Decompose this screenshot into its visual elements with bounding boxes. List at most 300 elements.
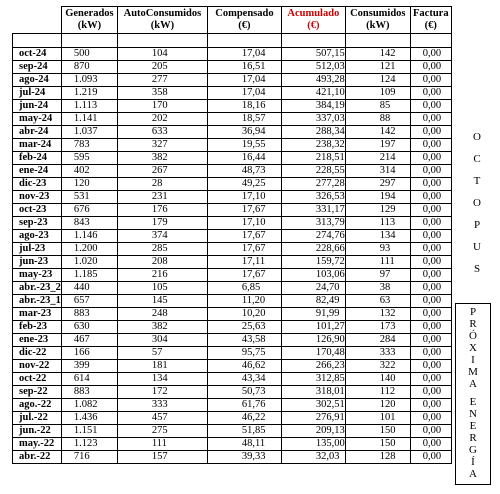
header-row <box>13 7 452 34</box>
proxima-energia-side-label <box>455 303 491 485</box>
cell-factura: 0,00 <box>410 295 451 308</box>
cell-acumulado: 312,85 <box>281 373 345 386</box>
cell-compensado: 46,22 <box>207 412 281 425</box>
cell-acumulado: 421,10 <box>281 87 345 100</box>
cell-compensado: 36,94 <box>207 126 281 139</box>
cell-period: mar-23 <box>13 308 62 321</box>
cell-period: ene-23 <box>13 334 62 347</box>
cell-generados: 1.082 <box>61 399 117 412</box>
cell-acumulado: 331,17 <box>281 204 345 217</box>
cell-acumulado: 24,70 <box>281 282 345 295</box>
cell-factura: 0,00 <box>410 113 451 126</box>
cell-acumulado: 82,49 <box>281 295 345 308</box>
header-consumidos <box>345 7 410 34</box>
cell-period: may-23 <box>13 269 62 282</box>
cell-autoconsumidos: 633 <box>117 126 207 139</box>
cell-compensado: 10,20 <box>207 308 281 321</box>
header-unit: (kW) <box>77 20 102 31</box>
cell-compensado: 16,44 <box>207 152 281 165</box>
cell-autoconsumidos: 205 <box>117 61 207 74</box>
cell-compensado: 49,25 <box>207 178 281 191</box>
cell-acumulado: 103,06 <box>281 269 345 282</box>
cell-factura: 0,00 <box>410 412 451 425</box>
cell-autoconsumidos: 202 <box>117 113 207 126</box>
cell-compensado: 16,51 <box>207 61 281 74</box>
cell-acumulado: 507,15 <box>281 48 345 61</box>
blank-cell <box>13 34 62 48</box>
cell-generados: 630 <box>61 321 117 334</box>
cell-compensado: 95,75 <box>207 347 281 360</box>
cell-autoconsumidos: 248 <box>117 308 207 321</box>
cell-compensado: 43,58 <box>207 334 281 347</box>
side-letter: S <box>473 263 481 275</box>
cell-consumidos: 129 <box>345 204 410 217</box>
table-row <box>13 334 452 347</box>
cell-autoconsumidos: 134 <box>117 373 207 386</box>
header-autoconsumidos <box>117 7 207 34</box>
header-compensado <box>207 7 281 34</box>
table-row <box>13 438 452 451</box>
cell-autoconsumidos: 267 <box>117 165 207 178</box>
cell-autoconsumidos: 57 <box>117 347 207 360</box>
cell-factura: 0,00 <box>410 321 451 334</box>
cell-compensado: 18,57 <box>207 113 281 126</box>
cell-factura: 0,00 <box>410 360 451 373</box>
cell-period: jun.-22 <box>13 425 62 438</box>
cell-consumidos: 85 <box>345 100 410 113</box>
cell-consumidos: 88 <box>345 113 410 126</box>
table-row <box>13 399 452 412</box>
blank-cell <box>281 34 345 48</box>
cell-generados: 120 <box>61 178 117 191</box>
cell-factura: 0,00 <box>410 269 451 282</box>
cell-autoconsumidos: 304 <box>117 334 207 347</box>
side-letter: Ó <box>469 330 477 342</box>
cell-generados: 676 <box>61 204 117 217</box>
side-letter: G <box>469 444 477 456</box>
cell-acumulado: 288,34 <box>281 126 345 139</box>
table-row <box>13 48 452 61</box>
cell-period: feb-24 <box>13 152 62 165</box>
cell-acumulado: 326,53 <box>281 191 345 204</box>
cell-acumulado: 209,13 <box>281 425 345 438</box>
cell-generados: 1.200 <box>61 243 117 256</box>
cell-consumidos: 101 <box>345 412 410 425</box>
cell-period: jul-23 <box>13 243 62 256</box>
header-label: Acumulado <box>287 8 340 19</box>
cell-compensado: 48,11 <box>207 438 281 451</box>
cell-compensado: 43,34 <box>207 373 281 386</box>
cell-generados: 1.219 <box>61 87 117 100</box>
cell-factura: 0,00 <box>410 100 451 113</box>
cell-consumidos: 333 <box>345 347 410 360</box>
cell-compensado: 17,04 <box>207 48 281 61</box>
blank-row <box>13 34 452 48</box>
cell-generados: 1.020 <box>61 256 117 269</box>
cell-period: jun-23 <box>13 256 62 269</box>
side-letter: E <box>469 420 477 432</box>
cell-autoconsumidos: 216 <box>117 269 207 282</box>
side-letter: A <box>469 468 477 480</box>
cell-period: may-24 <box>13 113 62 126</box>
cell-generados: 1.151 <box>61 425 117 438</box>
table-row <box>13 178 452 191</box>
cell-acumulado: 135,00 <box>281 438 345 451</box>
cell-acumulado: 159,72 <box>281 256 345 269</box>
table-row <box>13 152 452 165</box>
blank-cell <box>117 34 207 48</box>
cell-generados: 1.141 <box>61 113 117 126</box>
table-row <box>13 126 452 139</box>
cell-autoconsumidos: 208 <box>117 256 207 269</box>
cell-consumidos: 111 <box>345 256 410 269</box>
cell-factura: 0,00 <box>410 87 451 100</box>
cell-autoconsumidos: 277 <box>117 74 207 87</box>
blank-cell <box>345 34 410 48</box>
cell-compensado: 17,10 <box>207 217 281 230</box>
cell-factura: 0,00 <box>410 373 451 386</box>
cell-generados: 1.146 <box>61 230 117 243</box>
table-row <box>13 87 452 100</box>
table-row <box>13 230 452 243</box>
cell-autoconsumidos: 382 <box>117 152 207 165</box>
side-letter: C <box>473 153 481 165</box>
header-acumulado <box>281 7 345 34</box>
cell-factura: 0,00 <box>410 126 451 139</box>
cell-consumidos: 132 <box>345 308 410 321</box>
header-unit: (€) <box>307 20 320 31</box>
cell-compensado: 50,73 <box>207 386 281 399</box>
blank-cell <box>410 34 451 48</box>
blank-cell <box>207 34 281 48</box>
side-letter: R <box>469 318 477 330</box>
cell-consumidos: 214 <box>345 152 410 165</box>
cell-period: nov-23 <box>13 191 62 204</box>
side-letter: P <box>473 219 481 231</box>
cell-autoconsumidos: 358 <box>117 87 207 100</box>
cell-generados: 883 <box>61 386 117 399</box>
cell-factura: 0,00 <box>410 165 451 178</box>
cell-compensado: 61,76 <box>207 399 281 412</box>
side-letter: E <box>469 396 477 408</box>
cell-consumidos: 128 <box>345 451 410 464</box>
cell-consumidos: 314 <box>345 165 410 178</box>
cell-autoconsumidos: 145 <box>117 295 207 308</box>
cell-period: mar-24 <box>13 139 62 152</box>
table-row <box>13 256 452 269</box>
cell-factura: 0,00 <box>410 48 451 61</box>
table-row <box>13 204 452 217</box>
cell-factura: 0,00 <box>410 256 451 269</box>
cell-factura: 0,00 <box>410 230 451 243</box>
header-unit: (€) <box>238 20 251 31</box>
cell-generados: 500 <box>61 48 117 61</box>
cell-autoconsumidos: 157 <box>117 451 207 464</box>
cell-factura: 0,00 <box>410 217 451 230</box>
octopus-side-label <box>462 131 492 301</box>
cell-generados: 1.123 <box>61 438 117 451</box>
cell-generados: 1.113 <box>61 100 117 113</box>
cell-period: abr-24 <box>13 126 62 139</box>
cell-autoconsumidos: 333 <box>117 399 207 412</box>
cell-period: oct-24 <box>13 48 62 61</box>
table-row <box>13 165 452 178</box>
cell-period: oct-22 <box>13 373 62 386</box>
cell-compensado: 19,55 <box>207 139 281 152</box>
cell-autoconsumidos: 104 <box>117 48 207 61</box>
cell-acumulado: 276,91 <box>281 412 345 425</box>
cell-acumulado: 218,51 <box>281 152 345 165</box>
table-row <box>13 74 452 87</box>
table-row <box>13 100 452 113</box>
cell-factura: 0,00 <box>410 451 451 464</box>
cell-generados: 1.093 <box>61 74 117 87</box>
cell-consumidos: 112 <box>345 386 410 399</box>
cell-compensado: 48,73 <box>207 165 281 178</box>
cell-generados: 1.037 <box>61 126 117 139</box>
cell-consumidos: 97 <box>345 269 410 282</box>
table-row <box>13 269 452 282</box>
side-letter: U <box>473 241 481 253</box>
cell-acumulado: 274,76 <box>281 230 345 243</box>
table-row <box>13 282 452 295</box>
cell-autoconsumidos: 176 <box>117 204 207 217</box>
cell-factura: 0,00 <box>410 399 451 412</box>
header-label: Compensado <box>215 8 274 19</box>
cell-consumidos: 297 <box>345 178 410 191</box>
cell-acumulado: 238,32 <box>281 139 345 152</box>
cell-period: abr.-23_2 <box>13 282 62 295</box>
cell-consumidos: 63 <box>345 295 410 308</box>
cell-consumidos: 134 <box>345 230 410 243</box>
cell-generados: 402 <box>61 165 117 178</box>
cell-generados: 399 <box>61 360 117 373</box>
cell-period: nov-22 <box>13 360 62 373</box>
cell-compensado: 25,63 <box>207 321 281 334</box>
cell-factura: 0,00 <box>410 438 451 451</box>
cell-factura: 0,00 <box>410 191 451 204</box>
cell-acumulado: 384,19 <box>281 100 345 113</box>
blank-cell <box>61 34 117 48</box>
header-factura <box>410 7 451 34</box>
header-generados <box>61 7 117 34</box>
cell-acumulado: 512,03 <box>281 61 345 74</box>
cell-generados: 870 <box>61 61 117 74</box>
cell-autoconsumidos: 170 <box>117 100 207 113</box>
cell-period: sep-22 <box>13 386 62 399</box>
cell-acumulado: 228,55 <box>281 165 345 178</box>
table-row <box>13 451 452 464</box>
header-label: Factura <box>413 8 449 19</box>
cell-autoconsumidos: 172 <box>117 386 207 399</box>
cell-consumidos: 194 <box>345 191 410 204</box>
cell-autoconsumidos: 179 <box>117 217 207 230</box>
cell-factura: 0,00 <box>410 152 451 165</box>
header-label: Generados <box>65 8 114 19</box>
cell-factura: 0,00 <box>410 308 451 321</box>
cell-acumulado: 318,01 <box>281 386 345 399</box>
table-row <box>13 360 452 373</box>
cell-consumidos: 109 <box>345 87 410 100</box>
cell-factura: 0,00 <box>410 334 451 347</box>
header-unit: (€) <box>424 20 437 31</box>
cell-factura: 0,00 <box>410 282 451 295</box>
cell-generados: 1.436 <box>61 412 117 425</box>
header-unit: (kW) <box>150 20 175 31</box>
side-letter: R <box>469 432 477 444</box>
cell-compensado: 17,04 <box>207 74 281 87</box>
side-letter: A <box>469 378 477 390</box>
table-row <box>13 347 452 360</box>
cell-period: ago-23 <box>13 230 62 243</box>
cell-acumulado: 277,28 <box>281 178 345 191</box>
cell-generados: 716 <box>61 451 117 464</box>
cell-autoconsumidos: 374 <box>117 230 207 243</box>
cell-generados: 783 <box>61 139 117 152</box>
cell-period: ago.-22 <box>13 399 62 412</box>
table-row <box>13 113 452 126</box>
table-row <box>13 243 452 256</box>
cell-autoconsumidos: 111 <box>117 438 207 451</box>
cell-generados: 166 <box>61 347 117 360</box>
table-row <box>13 321 452 334</box>
cell-acumulado: 126,90 <box>281 334 345 347</box>
cell-consumidos: 124 <box>345 74 410 87</box>
cell-autoconsumidos: 28 <box>117 178 207 191</box>
cell-period: oct-23 <box>13 204 62 217</box>
cell-generados: 531 <box>61 191 117 204</box>
cell-period: feb-23 <box>13 321 62 334</box>
table-row <box>13 308 452 321</box>
cell-consumidos: 150 <box>345 425 410 438</box>
cell-acumulado: 302,51 <box>281 399 345 412</box>
cell-autoconsumidos: 457 <box>117 412 207 425</box>
cell-period: dic-22 <box>13 347 62 360</box>
side-letter: P <box>469 306 477 318</box>
cell-acumulado: 313,79 <box>281 217 345 230</box>
cell-acumulado: 493,28 <box>281 74 345 87</box>
cell-acumulado: 170,48 <box>281 347 345 360</box>
cell-consumidos: 38 <box>345 282 410 295</box>
cell-period: abr.-22 <box>13 451 62 464</box>
side-letter: T <box>473 175 481 187</box>
cell-factura: 0,00 <box>410 61 451 74</box>
cell-consumidos: 150 <box>345 438 410 451</box>
table-row <box>13 217 452 230</box>
side-letter: Í <box>471 456 475 468</box>
cell-generados: 467 <box>61 334 117 347</box>
cell-period: may.-22 <box>13 438 62 451</box>
table-row <box>13 295 452 308</box>
table-row <box>13 425 452 438</box>
cell-factura: 0,00 <box>410 178 451 191</box>
cell-acumulado: 337,03 <box>281 113 345 126</box>
cell-period: abr.-23_1 <box>13 295 62 308</box>
cell-acumulado: 91,99 <box>281 308 345 321</box>
side-letter: M <box>468 366 478 378</box>
cell-factura: 0,00 <box>410 425 451 438</box>
cell-consumidos: 142 <box>345 48 410 61</box>
cell-period: jun-24 <box>13 100 62 113</box>
cell-factura: 0,00 <box>410 204 451 217</box>
cell-generados: 883 <box>61 308 117 321</box>
cell-consumidos: 322 <box>345 360 410 373</box>
cell-acumulado: 101,27 <box>281 321 345 334</box>
cell-autoconsumidos: 181 <box>117 360 207 373</box>
cell-period: sep-24 <box>13 61 62 74</box>
table-row <box>13 139 452 152</box>
header-unit: (kW) <box>366 20 390 31</box>
cell-generados: 440 <box>61 282 117 295</box>
cell-generados: 1.185 <box>61 269 117 282</box>
cell-autoconsumidos: 285 <box>117 243 207 256</box>
energy-billing-sheet <box>12 6 452 464</box>
cell-consumidos: 121 <box>345 61 410 74</box>
cell-autoconsumidos: 231 <box>117 191 207 204</box>
cell-generados: 843 <box>61 217 117 230</box>
cell-factura: 0,00 <box>410 74 451 87</box>
table-row <box>13 61 452 74</box>
cell-consumidos: 284 <box>345 334 410 347</box>
cell-autoconsumidos: 105 <box>117 282 207 295</box>
cell-autoconsumidos: 275 <box>117 425 207 438</box>
table-row <box>13 191 452 204</box>
cell-period: dic-23 <box>13 178 62 191</box>
cell-consumidos: 113 <box>345 217 410 230</box>
cell-compensado: 17,67 <box>207 243 281 256</box>
energy-table <box>12 6 452 464</box>
cell-generados: 614 <box>61 373 117 386</box>
cell-compensado: 6,85 <box>207 282 281 295</box>
cell-compensado: 46,62 <box>207 360 281 373</box>
header-corner <box>13 7 62 34</box>
cell-compensado: 51,85 <box>207 425 281 438</box>
cell-acumulado: 228,66 <box>281 243 345 256</box>
side-letter: N <box>469 408 477 420</box>
cell-factura: 0,00 <box>410 386 451 399</box>
cell-factura: 0,00 <box>410 347 451 360</box>
table-row <box>13 412 452 425</box>
cell-compensado: 17,67 <box>207 204 281 217</box>
cell-compensado: 17,10 <box>207 191 281 204</box>
side-letter: O <box>473 131 481 143</box>
cell-compensado: 17,04 <box>207 87 281 100</box>
cell-compensado: 11,20 <box>207 295 281 308</box>
cell-compensado: 17,67 <box>207 230 281 243</box>
cell-acumulado: 266,23 <box>281 360 345 373</box>
table-body <box>13 34 452 464</box>
cell-period: jul-24 <box>13 87 62 100</box>
header-label: AutoConsumidos <box>123 8 202 19</box>
cell-autoconsumidos: 382 <box>117 321 207 334</box>
table-row <box>13 386 452 399</box>
cell-consumidos: 93 <box>345 243 410 256</box>
side-letter: I <box>471 354 475 366</box>
table-row <box>13 373 452 386</box>
cell-consumidos: 142 <box>345 126 410 139</box>
cell-factura: 0,00 <box>410 243 451 256</box>
cell-autoconsumidos: 327 <box>117 139 207 152</box>
cell-period: jul.-22 <box>13 412 62 425</box>
cell-compensado: 17,67 <box>207 269 281 282</box>
cell-generados: 657 <box>61 295 117 308</box>
cell-consumidos: 120 <box>345 399 410 412</box>
cell-consumidos: 197 <box>345 139 410 152</box>
cell-period: ago-24 <box>13 74 62 87</box>
side-letter: X <box>469 342 477 354</box>
cell-factura: 0,00 <box>410 139 451 152</box>
cell-period: sep-23 <box>13 217 62 230</box>
